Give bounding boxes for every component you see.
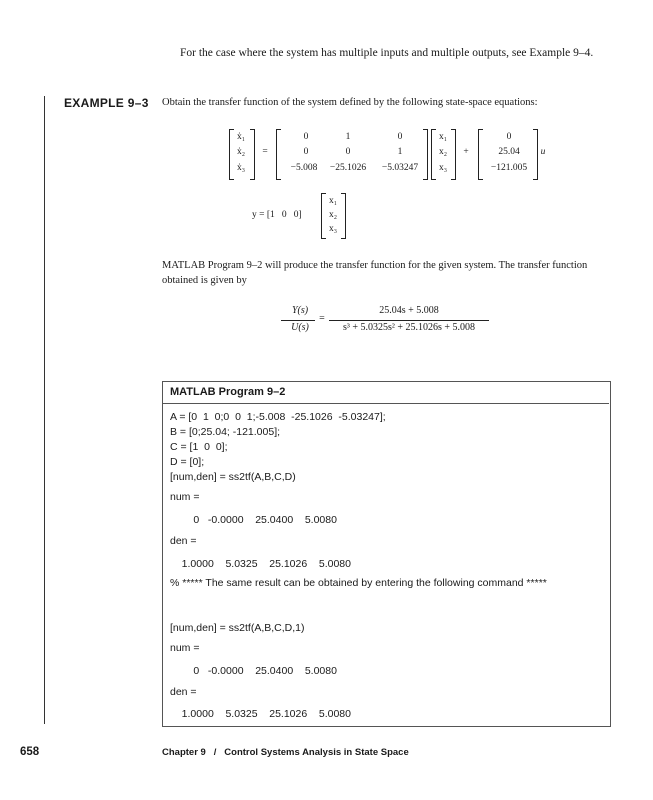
a-23: 1 [397, 147, 403, 157]
code-line: 1.0000 5.0325 25.1026 5.0080 [170, 708, 351, 720]
tf-num-rhs: 25.04s + 5.008 [379, 305, 439, 316]
tf-equals: = [319, 313, 325, 324]
intro-paragraph: For the case where the system has multiple inputs and multiple outputs, see Example 9–4. [180, 47, 594, 59]
code-line: 1.0000 5.0325 25.1026 5.0080 [170, 558, 351, 570]
code-line: num = [170, 642, 200, 654]
xdot-3: ẋ₃ [236, 163, 246, 173]
example-statement: Obtain the transfer function of the system defined by the following state-space equations: [162, 97, 538, 108]
b-3: −121.005 [490, 163, 528, 173]
x-2: x₂ [438, 147, 448, 157]
a-22: 0 [345, 147, 351, 157]
output-lhs: y = [1 0 0] [252, 210, 302, 220]
tf-den-rhs: s³ + 5.0325s² + 25.1026s + 5.008 [342, 322, 476, 333]
b-2: 25.04 [498, 147, 520, 157]
tf-den-lhs: U(s) [291, 322, 309, 333]
code-line: A = [0 1 0;0 0 1;-5.008 -25.1026 -5.03247]; [170, 411, 386, 423]
code-line: den = [170, 535, 197, 547]
running-footer: Chapter 9 / Control Systems Analysis in State Space [162, 747, 409, 758]
a-32: −25.1026 [329, 163, 367, 173]
a-11: 0 [303, 132, 309, 142]
a-33: −5.03247 [381, 163, 419, 173]
code-line: num = [170, 491, 200, 503]
transfer-function [0, 0, 653, 360]
x-1: x₁ [438, 132, 448, 142]
input-u: u [540, 147, 546, 157]
out-x-3: x₃ [328, 224, 338, 234]
xdot-2: ẋ₂ [236, 147, 246, 157]
matlab-program-title: MATLAB Program 9–2 [170, 386, 286, 398]
code-line: D = [0]; [170, 456, 205, 468]
a-21: 0 [303, 147, 309, 157]
code-line: 0 -0.0000 25.0400 5.0080 [170, 665, 337, 677]
code-line: 0 -0.0000 25.0400 5.0080 [170, 514, 337, 526]
b-1: 0 [506, 132, 512, 142]
code-line: C = [1 0 0]; [170, 441, 228, 453]
tf-num-lhs: Y(s) [291, 305, 309, 316]
code-line: [num,den] = ss2tf(A,B,C,D,1) [170, 622, 305, 634]
out-x-2: x₂ [328, 210, 338, 220]
plus-sign: + [463, 147, 469, 157]
code-line: B = [0;25.04; -121.005]; [170, 426, 281, 438]
example-label: EXAMPLE 9–3 [64, 96, 149, 110]
code-line: den = [170, 686, 197, 698]
x-3: x₃ [438, 163, 448, 173]
a-13: 0 [397, 132, 403, 142]
out-x-1: x₁ [328, 196, 338, 206]
a-12: 1 [345, 132, 351, 142]
equals-sign: = [262, 147, 268, 157]
a-31: −5.008 [290, 163, 318, 173]
transfer-function-intro: MATLAB Program 9–2 will produce the transfer function for the given system. The transfer function obtained is given by [162, 260, 588, 286]
page-number: 658 [20, 746, 40, 758]
code-line: % ***** The same result can be obtained by entering the following command ***** [170, 577, 547, 589]
xdot-1: ẋ₁ [236, 132, 246, 142]
code-line: [num,den] = ss2tf(A,B,C,D) [170, 471, 296, 483]
